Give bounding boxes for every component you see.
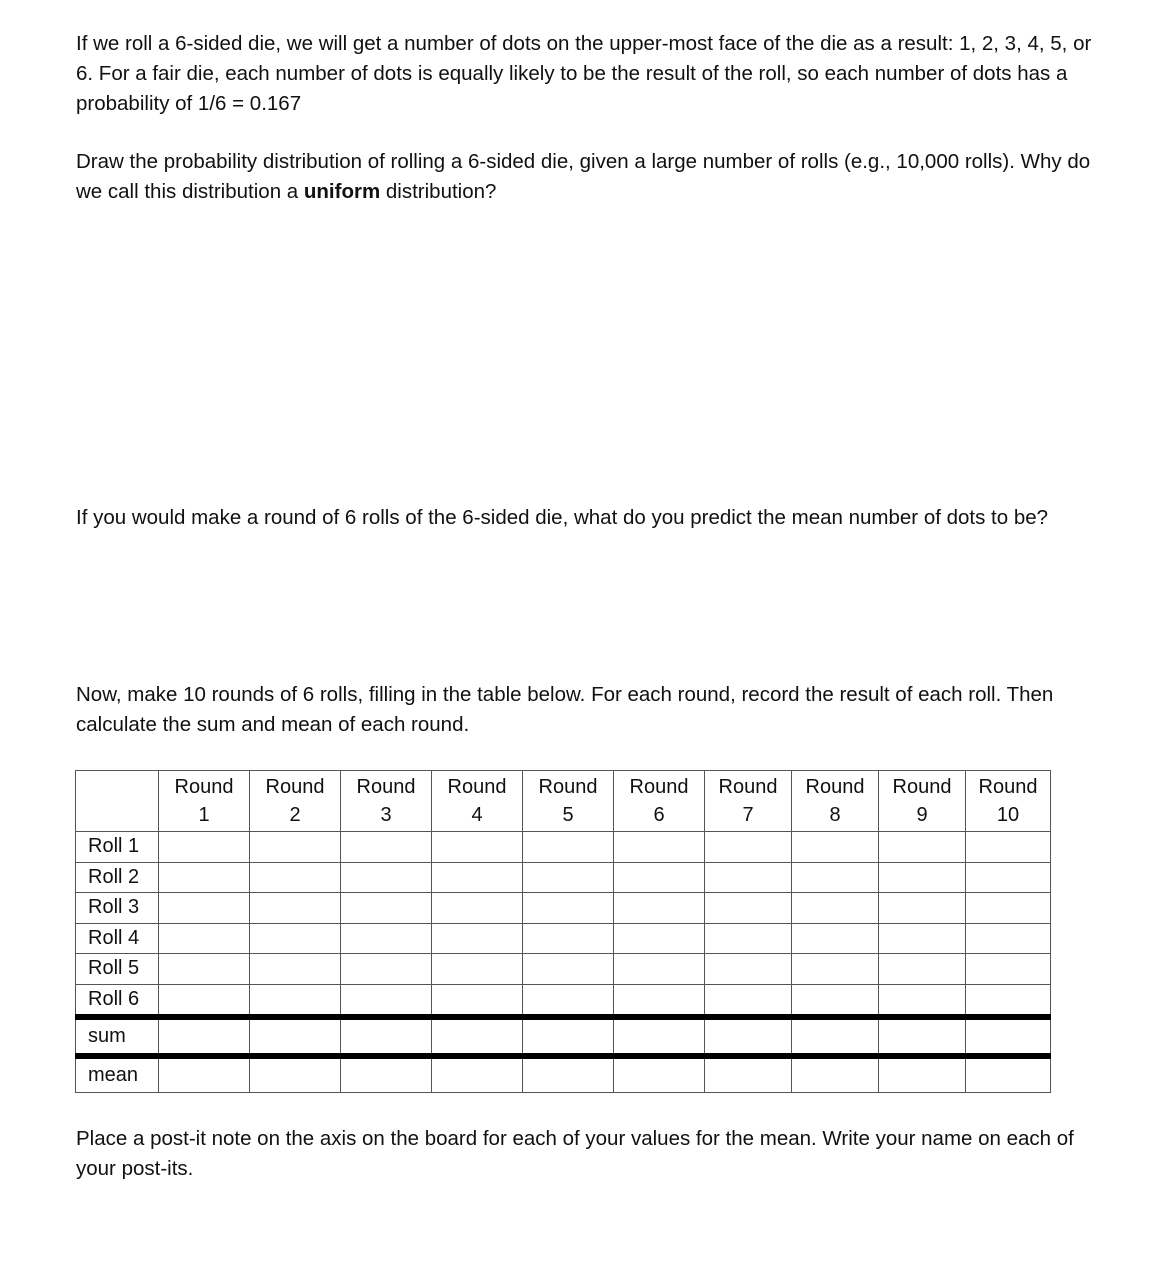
entry-cell[interactable] [705,984,792,1017]
sum-cell[interactable] [614,1017,705,1056]
row-label-roll-1: Roll 1 [76,832,159,863]
entry-cell[interactable] [792,984,879,1017]
mean-cell[interactable] [792,1056,879,1093]
entry-cell[interactable] [432,954,523,985]
header-round-9: Round 9 [879,771,966,832]
entry-cell[interactable] [879,984,966,1017]
entry-cell[interactable] [614,923,705,954]
sum-cell[interactable] [792,1017,879,1056]
table-row [76,923,1051,954]
sum-row [76,1017,1051,1056]
table-row [76,832,1051,863]
entry-cell[interactable] [250,923,341,954]
entry-cell[interactable] [159,954,250,985]
mean-cell[interactable] [341,1056,432,1093]
entry-cell[interactable] [966,984,1051,1017]
table-row [76,893,1051,924]
entry-cell[interactable] [792,893,879,924]
mean-cell[interactable] [705,1056,792,1093]
rolls-table [75,770,1051,1093]
sum-cell[interactable] [432,1017,523,1056]
mean-cell[interactable] [432,1056,523,1093]
entry-cell[interactable] [250,954,341,985]
entry-cell[interactable] [250,984,341,1017]
entry-cell[interactable] [523,984,614,1017]
mean-cell[interactable] [250,1056,341,1093]
entry-cell[interactable] [159,984,250,1017]
entry-cell[interactable] [523,832,614,863]
entry-cell[interactable] [792,923,879,954]
mean-cell[interactable] [614,1056,705,1093]
table-header-row [76,771,1051,832]
uniform-emphasis: uniform [303,180,381,203]
entry-cell[interactable] [966,893,1051,924]
mean-cell[interactable] [966,1056,1051,1093]
mean-cell[interactable] [523,1056,614,1093]
entry-cell[interactable] [250,893,341,924]
entry-cell[interactable] [705,954,792,985]
header-round-7: Round 7 [705,771,792,832]
header-round-8: Round 8 [792,771,879,832]
sum-cell[interactable] [523,1017,614,1056]
entry-cell[interactable] [341,862,432,893]
entry-cell[interactable] [341,923,432,954]
entry-cell[interactable] [966,923,1051,954]
entry-cell[interactable] [341,954,432,985]
entry-cell[interactable] [341,832,432,863]
table-instructions: Now, make 10 rounds of 6 rolls, filling in the table below. For each round, record the result of each roll. Then calculate the sum and mean of each round. [76,683,1054,736]
entry-cell[interactable] [159,893,250,924]
entry-cell[interactable] [966,832,1051,863]
entry-cell[interactable] [432,984,523,1017]
post-it-instructions: Place a post-it note on the axis on the board for each of your values for the mean. Write your name on each of your post-its. [76,1127,1074,1180]
distribution-question [76,147,1106,207]
entry-cell[interactable] [432,862,523,893]
mean-row [76,1056,1051,1093]
entry-cell[interactable] [614,954,705,985]
row-label-roll-6: Roll 6 [76,984,159,1017]
entry-cell[interactable] [341,893,432,924]
entry-cell[interactable] [523,862,614,893]
mean-cell[interactable] [879,1056,966,1093]
entry-cell[interactable] [432,832,523,863]
row-label-roll-4: Roll 4 [76,923,159,954]
entry-cell[interactable] [159,923,250,954]
header-round-3: Round 3 [341,771,432,832]
entry-cell[interactable] [523,923,614,954]
entry-cell[interactable] [250,862,341,893]
entry-cell[interactable] [705,832,792,863]
sum-cell[interactable] [159,1017,250,1056]
entry-cell[interactable] [792,862,879,893]
distribution-question-end: distribution? [380,180,497,203]
entry-cell[interactable] [159,832,250,863]
sum-cell[interactable] [966,1017,1051,1056]
header-corner-cell [76,771,159,832]
mean-prediction-question: If you would make a round of 6 rolls of the 6-sided die, what do you predict the mean number of dots to be? [76,506,1049,529]
entry-cell[interactable] [159,862,250,893]
entry-cell[interactable] [705,923,792,954]
distribution-question-text: Draw the probability distribution of rolling a 6-sided die, given a large number of rolls (e.g., 10,000 rolls). Why do we call this distribution a [76,150,1091,203]
entry-cell[interactable] [341,984,432,1017]
header-round-2: Round 2 [250,771,341,832]
entry-cell[interactable] [614,832,705,863]
header-round-10: Round 10 [966,771,1051,832]
entry-cell[interactable] [705,862,792,893]
row-label-roll-3: Roll 3 [76,893,159,924]
entry-cell[interactable] [432,893,523,924]
header-round-6: Round 6 [614,771,705,832]
header-round-5: Round 5 [523,771,614,832]
row-label-mean: mean [76,1056,159,1093]
sum-cell[interactable] [250,1017,341,1056]
entry-cell[interactable] [523,893,614,924]
mean-cell[interactable] [159,1056,250,1093]
intro-paragraph: If we roll a 6-sided die, we will get a number of dots on the upper-most face of the die as a result: 1, 2, 3, 4, 5, or 6. For a fair die, each number of dots is equally likely to be the result of the roll, so each number of dots has a probability of 1/6 = 0.167 [76,32,1092,115]
row-label-roll-5: Roll 5 [76,954,159,985]
entry-cell[interactable] [250,832,341,863]
entry-cell[interactable] [879,832,966,863]
header-round-4: Round 4 [432,771,523,832]
entry-cell[interactable] [614,984,705,1017]
entry-cell[interactable] [614,893,705,924]
entry-cell[interactable] [966,954,1051,985]
entry-cell[interactable] [966,862,1051,893]
table-row [76,862,1051,893]
table-row [76,984,1051,1017]
entry-cell[interactable] [523,954,614,985]
header-round-1: Round 1 [159,771,250,832]
entry-cell[interactable] [879,862,966,893]
entry-cell[interactable] [792,832,879,863]
entry-cell[interactable] [792,954,879,985]
row-label-roll-2: Roll 2 [76,862,159,893]
entry-cell[interactable] [879,893,966,924]
row-label-sum: sum [76,1017,159,1056]
sum-cell[interactable] [879,1017,966,1056]
entry-cell[interactable] [705,893,792,924]
entry-cell[interactable] [879,954,966,985]
entry-cell[interactable] [879,923,966,954]
entry-cell[interactable] [432,923,523,954]
sum-cell[interactable] [705,1017,792,1056]
entry-cell[interactable] [614,862,705,893]
sum-cell[interactable] [341,1017,432,1056]
table-row [76,954,1051,985]
